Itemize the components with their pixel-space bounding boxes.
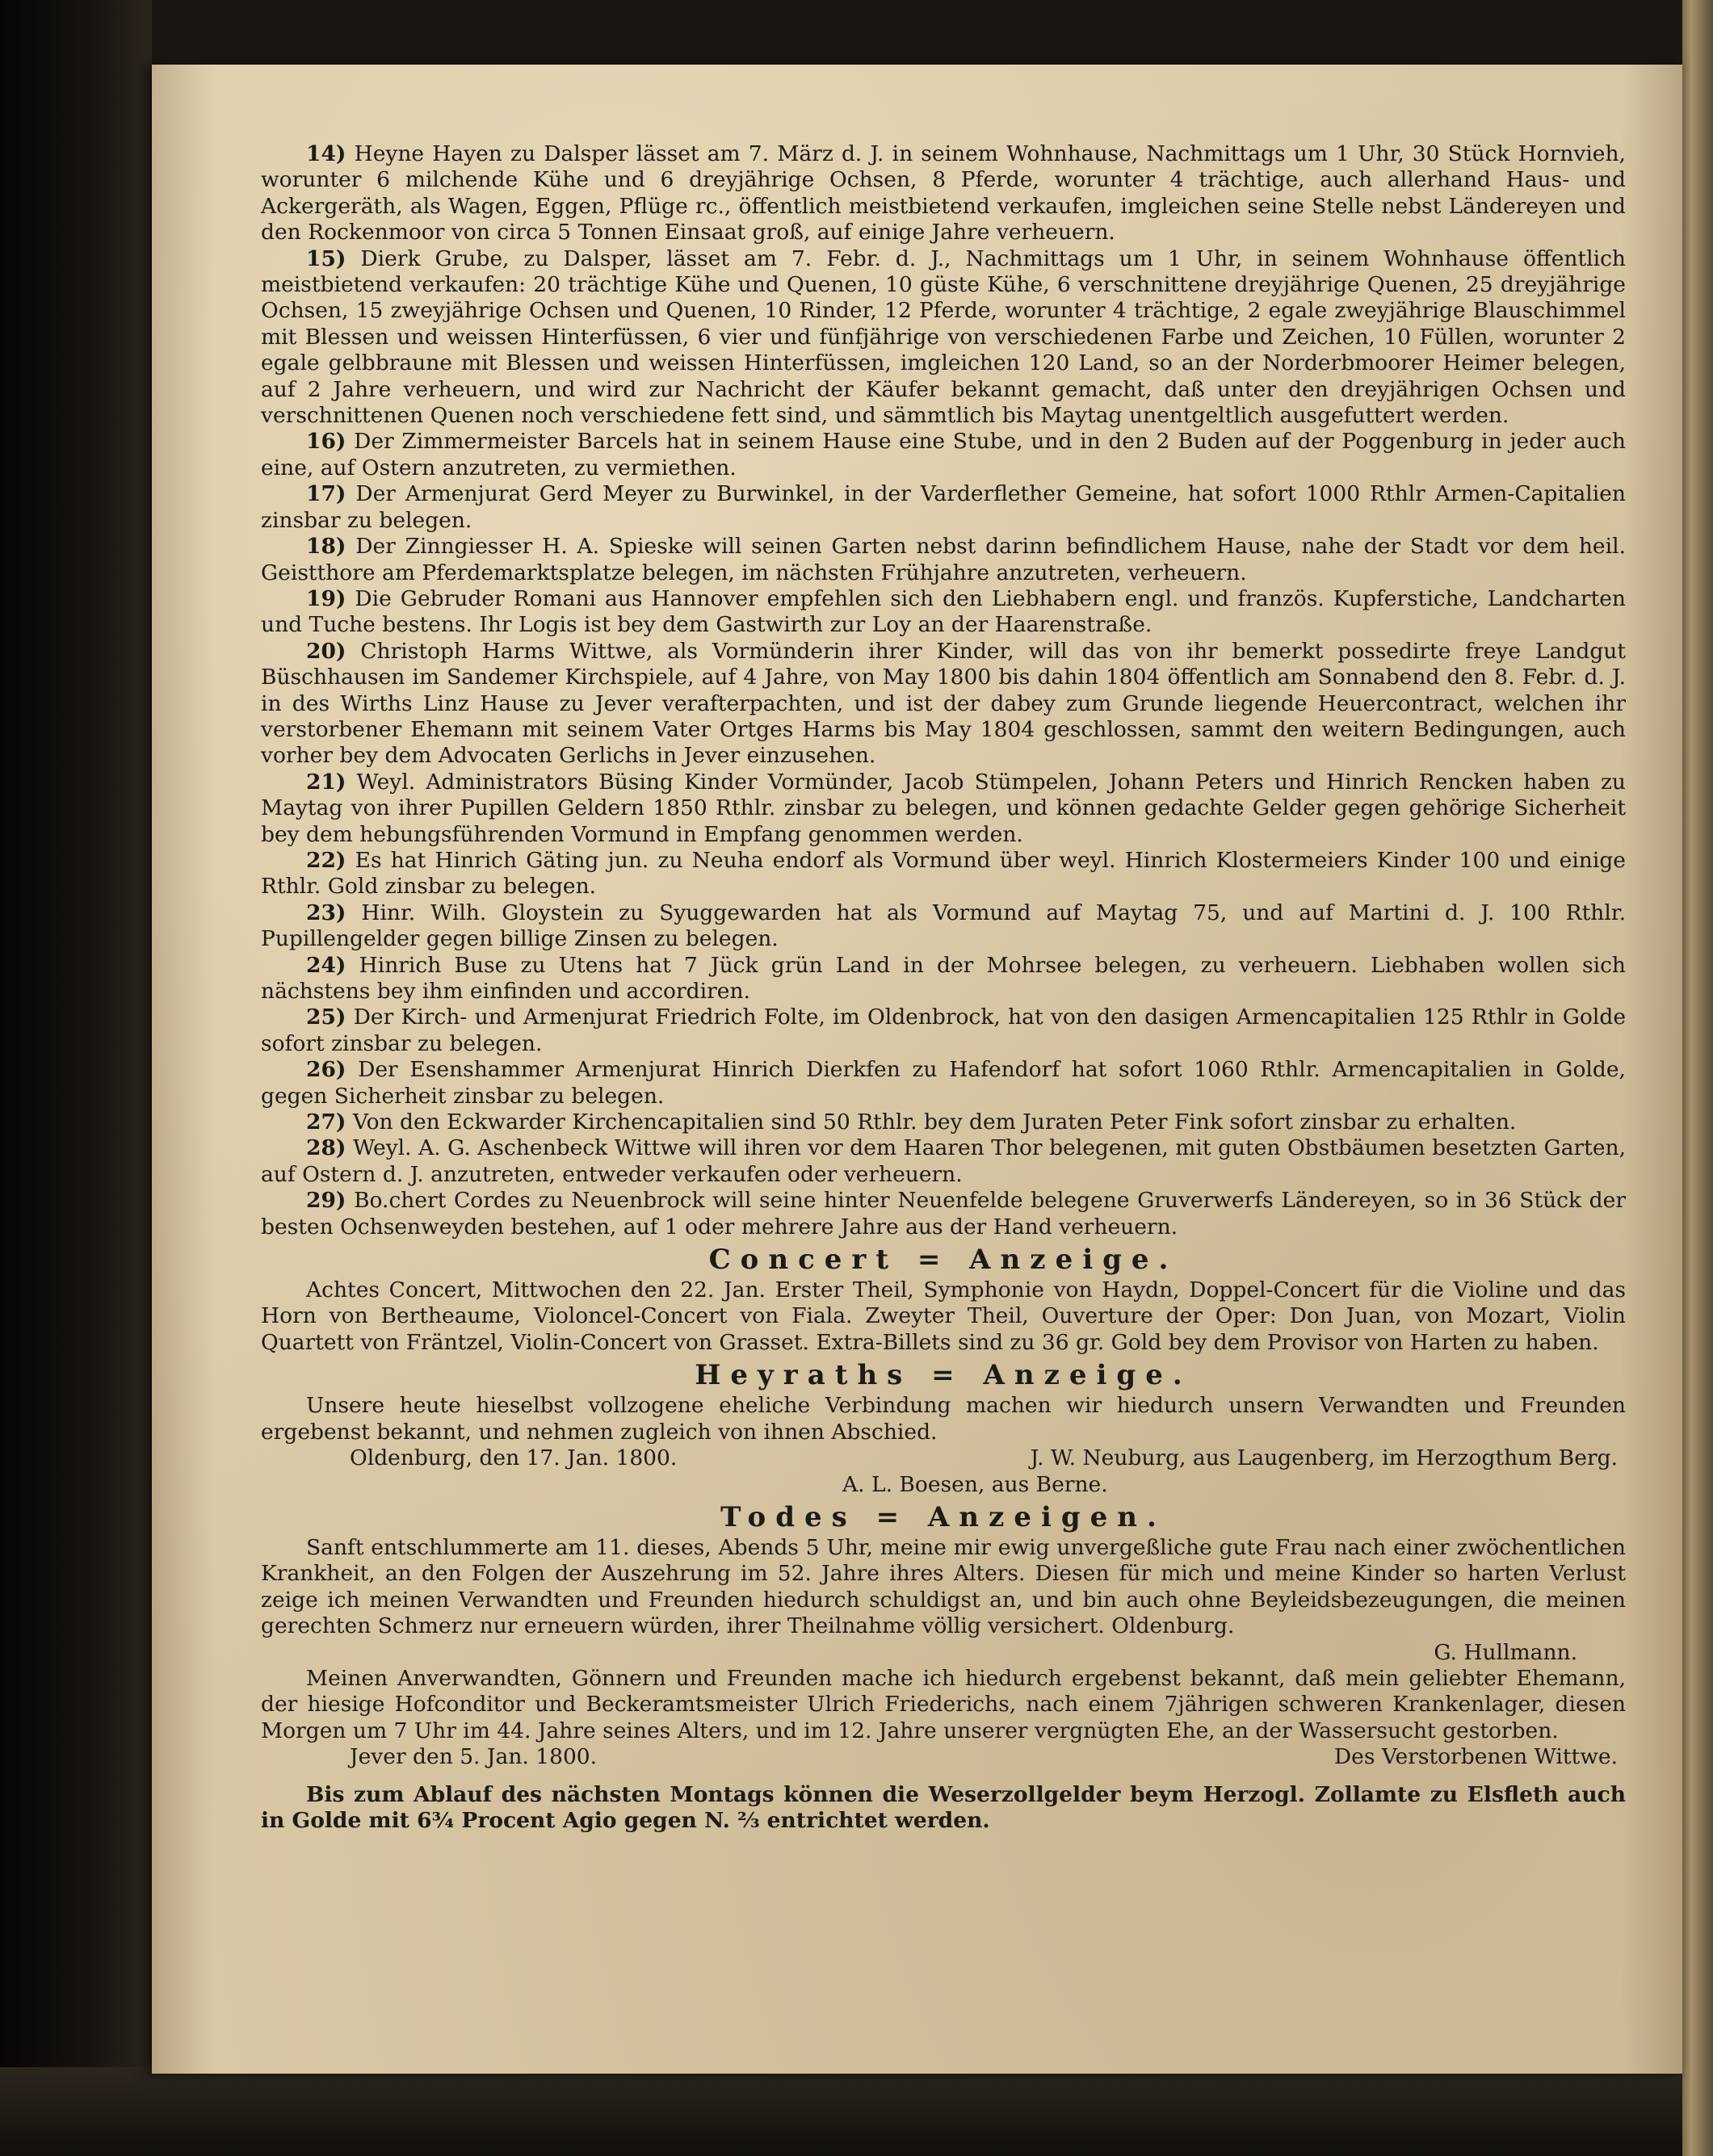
item-text: Heyne Hayen zu Dalsper lässet am 7. März d. J. in seinem Wohnhause, Nachmittags um 1 Uhr, 30 Stück Hornvieh, worunter 6 milchende Kühe und 6 dreyjährige Ochsen, 8 Pferde, worunter 4 trächtige, auch allerhand Haus- und Ackergeräth, als Wagen, Eggen, Pflüge rc., öffentlich meistbietend verkaufen, imgleichen seine Stelle nebst Ländereyen und den Rockenmoor von circa 5 Tonnen Einsaat groß, auf einige Jahre verheuern. (261, 141, 1626, 245)
announcement-21 (261, 770, 1626, 848)
announcement-17 (261, 481, 1626, 534)
item-number: 28) (306, 1135, 346, 1161)
announcement-14 (261, 141, 1626, 246)
concert-heading: Concert = Anzeige. (708, 1244, 1178, 1277)
marriage-heading: Heyraths = Anzeige. (695, 1359, 1192, 1392)
announcement-19 (261, 586, 1626, 639)
item-number: 15) (306, 245, 346, 271)
item-number: 22) (306, 847, 346, 873)
item-text: Dierk Grube, zu Dalsper, lässet am 7. Febr. d. J., Nachmittags um 1 Uhr, in seinem Wohnhause öffentlich meistbietend verkaufen: 20 trächtige Kühe und Quenen, 10 güste Kühe, 6 verschnittene dreyjährige Quenen, 25 dreyjährige Ochsen, 15 zweyjährige Ochsen und Quenen, 10 Rinder, 12 Pferde, worunter 4 trächtige, 2 egale zweyjährige Blauschimmel mit Blessen und weissen Hinterfüssen, 6 vier und fünfjährige von verschiedenen Farbe und Zeichen, 10 Füllen, worunter 2 egale gelbbraune mit Blessen und weissen Hinterfüssen, imgleichen 120 Land, so an der Norderbmoorer Heimer belegen, auf 2 Jahre verheuern, und wird zur Nachricht der Käufer bekannt gemacht, daß unter den dreyjährigen Ochsen und verschnittenen Quenen noch verschiedene fett sind, und sämmtlich bis Maytag unentgeltlich ausgefuttert werden. (261, 245, 1626, 429)
item-text: Bo.chert Cordes zu Neuenbrock will seine hinter Neuenfelde belegene Gruverwerfs Ländereyen, so in 36 Stück der besten Ochsenweyden bestehen, auf 1 oder mehrere Jahre aus der Hand verheuern. (261, 1188, 1626, 1239)
announcement-28 (261, 1135, 1626, 1188)
death-place-date: Jever den 5. Jan. 1800. (350, 1744, 598, 1770)
page-content (261, 141, 1626, 1834)
death-text-2: Meinen Anverwandten, Gönnern und Freunden mache ich hiedurch ergebenst bekannt, daß mein geliebter Ehemann, der hiesige Hofconditor und Beckeramtsmeister Ulrich Friederichs, nach einem 7jährigen schweren Krankenlager, diesen Morgen um 7 Uhr im 44. Jahre seines Alters, und im 12. Jahre unserer vergnügten Ehe, an der Wassersucht gestorben. (261, 1665, 1626, 1743)
death-heading: Todes = Anzeigen. (720, 1500, 1166, 1533)
item-text: Der Zimmermeister Barcels hat in seinem Hause eine Stube, und in den 2 Buden auf der Poggenburg in jeder auch eine, auf Ostern anzutreten, zu vermiethen. (261, 429, 1626, 480)
announcement-29 (261, 1188, 1626, 1240)
announcement-25 (261, 1005, 1626, 1057)
item-number: 27) (306, 1109, 346, 1135)
item-number: 26) (306, 1057, 346, 1083)
death-text-1: Sanft entschlummerte am 11. dieses, Abends 5 Uhr, meine mir ewig unvergeßliche gute Frau nach einer zwöchentlichen Krankheit, an den Folgen der Auszehrung im 52. Jahre ihres Alters. Diesen für mich und meine Kinder so harten Verlust zeige ich meinen Verwandten und Freunden hiedurch schuldigst an, und bin auch ohne Beyleidsbezeugungen, die meinen gerechten Schmerz nur erneuern würden, ihrer Theilnahme völlig versichert. Oldenburg. (261, 1534, 1626, 1639)
marriage-text: Unsere heute hieselbst vollzogene eheliche Verbindung machen wir hiedurch unsern Verwandten und Freunden ergebenst bekannt, und nehmen zugleich von ihnen Abschied. (261, 1393, 1626, 1445)
item-number: 25) (306, 1005, 346, 1030)
marriage-signature-row (261, 1445, 1626, 1471)
item-number: 16) (306, 429, 346, 455)
death-signer-2: Des Verstorbenen Wittwe. (1333, 1744, 1618, 1770)
item-text: Der Armenjurat Gerd Meyer zu Burwinkel, in der Varderflether Gemeine, hat sofort 1000 Rthlr Armen-Capitalien zinsbar zu belegen. (261, 481, 1626, 533)
announcement-20 (261, 639, 1626, 770)
item-text: Die Gebruder Romani aus Hannover empfehlen sich den Liebhabern engl. und französ. Kupferstiche, Landcharten und Tuche bestens. Ihr Logis ist bey dem Gastwirth zur Loy an der Haarenstraße. (261, 585, 1626, 638)
item-text: Weyl. Administrators Büsing Kinder Vormünder, Jacob Stümpelen, Johann Peters und Hinrich Rencken haben zu Maytag von ihrer Pupillen Geldern 1850 Rthlr. zinsbar zu belegen, und können gedachte Gelder gegen gehörige Sicherheit bey dem hebungsführenden Vormund in Empfang genommen werden. (261, 769, 1626, 847)
item-number: 24) (306, 952, 346, 978)
item-number: 20) (306, 638, 346, 664)
item-text: Der Esenshammer Armenjurat Hinrich Dierkfen zu Hafendorf hat sofort 1060 Rthlr. Armencapitalien in Golde, gegen Sicherheit zinsbar zu belegen. (261, 1057, 1626, 1109)
marriage-signers (842, 1472, 1626, 1498)
announcement-18 (261, 534, 1626, 586)
item-number: 21) (306, 769, 346, 795)
death-signature-row (261, 1744, 1626, 1770)
item-text: Weyl. A. G. Aschenbeck Wittwe will ihren vor dem Haaren Thor belegenen, mit guten Obstbäumen besetzten Garten, auf Ostern d. J. anzutreten, entweder verkaufen oder verheuern. (261, 1135, 1626, 1187)
marriage-signer-1: J. W. Neuburg, aus Laugenberg, im Herzogthum Berg. (1030, 1445, 1618, 1471)
announcement-16 (261, 429, 1626, 481)
item-text: Von den Eckwarder Kirchencapitalien sind 50 Rthlr. bey dem Juraten Peter Fink sofort zinsbar zu erhalten. (352, 1109, 1517, 1135)
item-text: Hinrich Buse zu Utens hat 7 Jück grün Land in der Mohrsee belegen, zu verheuern. Liebhaben wollen sich nächstens bey ihm einfinden und accordiren. (261, 952, 1626, 1004)
announcement-15 (261, 246, 1626, 430)
item-text: Es hat Hinrich Gäting jun. zu Neuha endorf als Vormund über weyl. Hinrich Klostermeiers Kinder 100 und einige Rthlr. Gold zinsbar zu belegen. (261, 847, 1626, 900)
closing-notice: Bis zum Ablauf des nächsten Montags können die Weserzollgelder beym Herzogl. Zollamte zu Elsfleth auch in Golde mit 6¾ Procent Agio gegen N. ⅔ entrichtet werden. (261, 1781, 1626, 1833)
announcement-22 (261, 848, 1626, 900)
announcement-26 (261, 1057, 1626, 1109)
item-number: 23) (306, 900, 346, 925)
right-page-edge (1682, 0, 1713, 2156)
item-text: Christoph Harms Wittwe, als Vormünderin ihrer Kinder, will das von ihr bemerkt possedirte freye Landgut Büschhausen im Sandemer Kirchspiele, auf 4 Jahre, von May 1800 bis dahin 1804 öffentlich am Sonnabend den 8. Febr. d. J. in des Wirths Linz Hause zu Jever verafterpachten, und ist der dabey zum Grunde liegende Heuercontract, welchen ihr verstorbener Ehemann mit seinem Vater Ortges Harms bis May 1804 geschlossen, sammt den weitern Bedingungen, auch vorher bey dem Advocaten Gerlichs in Jever einzusehen. (261, 638, 1626, 769)
announcement-27 (261, 1109, 1626, 1135)
left-page-edge (0, 0, 152, 2156)
marriage-signer-2: A. L. Boesen, aus Berne. (842, 1471, 1108, 1497)
item-text: Der Zinngiesser H. A. Spieske will seinen Garten nebst darinn befindlichem Hause, nahe der Stadt vor dem heil. Geistthore am Pferdemarktsplatze belegen, im nächsten Frühjahre anzutreten, verheuern. (261, 534, 1626, 585)
concert-text: Achtes Concert, Mittwochen den 22. Jan. Erster Theil, Symphonie von Haydn, Doppel-Concert für die Violine und das Horn von Bertheaume, Violoncel-Concert von Fiala. Zweyter Theil, Ouverture der Oper: Don Juan, von Mozart, Violin Quartett von Fräntzel, Violin-Concert von Grasset. Extra-Billets sind zu 36 gr. Gold bey dem Provisor von Harten zu haben. (261, 1277, 1626, 1355)
announcement-24 (261, 953, 1626, 1005)
scan-background (0, 2067, 1713, 2156)
item-number: 17) (306, 481, 346, 507)
death-signer-1: G. Hullmann. (1434, 1639, 1577, 1665)
item-number: 29) (306, 1188, 346, 1214)
item-text: Der Kirch- und Armenjurat Friedrich Folte, im Oldenbrock, hat von den dasigen Armencapitalien 125 Rthlr in Golde sofort zinsbar zu belegen. (261, 1005, 1626, 1056)
marriage-place-date: Oldenburg, den 17. Jan. 1800. (350, 1445, 678, 1471)
item-text: Hinr. Wilh. Gloystein zu Syuggewarden hat als Vormund auf Maytag 75, und auf Martini d. J. 100 Rthlr. Pupillengelder gegen billige Zinsen zu belegen. (261, 900, 1626, 952)
item-number: 18) (306, 534, 346, 560)
announcement-23 (261, 900, 1626, 953)
newspaper-page (152, 65, 1682, 2074)
item-number: 14) (306, 141, 346, 166)
item-number: 19) (306, 585, 346, 611)
